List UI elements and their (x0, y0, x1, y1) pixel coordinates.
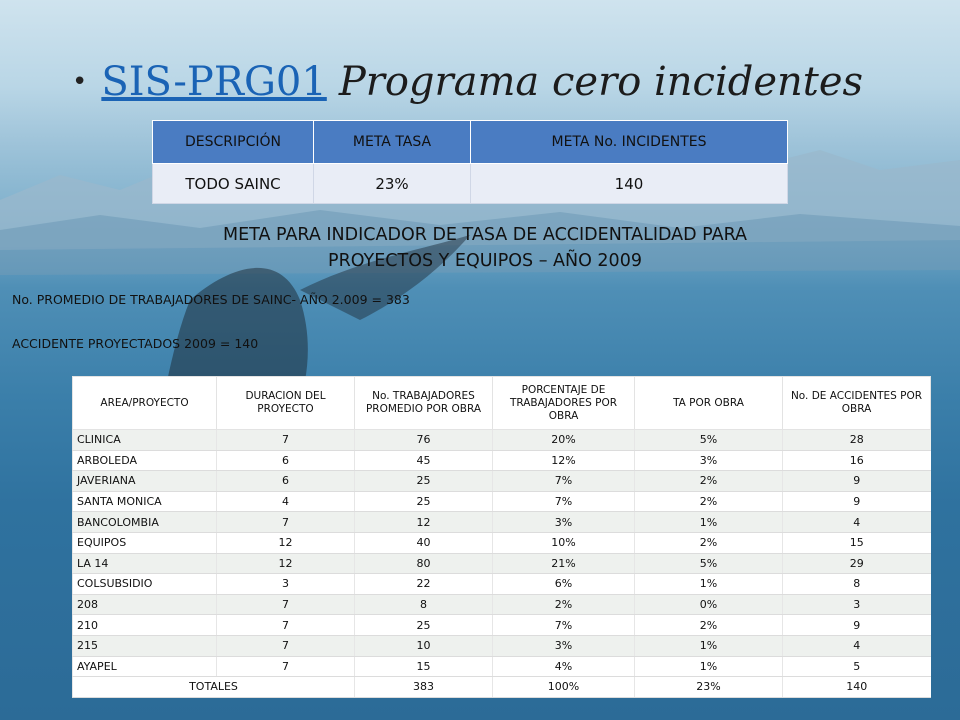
summary-header-description: DESCRIPCIÓN (153, 121, 314, 164)
cell-accidents: 29 (783, 553, 931, 574)
table-row (73, 635, 931, 656)
cell-duration: 3 (217, 574, 355, 595)
bullet-icon: • (72, 67, 88, 97)
cell-accidents: 8 (783, 574, 931, 595)
workers-note: No. PROMEDIO DE TRABAJADORES DE SAINC- AÑO 2.009 = 383 (12, 292, 410, 307)
cell-percentage: 20% (493, 430, 635, 451)
cell-percentage: 7% (493, 491, 635, 512)
cell-area: CLINICA (73, 430, 217, 451)
table-row (73, 430, 931, 451)
cell-accidents: 5 (783, 656, 931, 677)
cell-percentage: 6% (493, 574, 635, 595)
table-row (73, 491, 931, 512)
cell-area: AYAPEL (73, 656, 217, 677)
summary-header-rate: META TASA (314, 121, 471, 164)
col-header-duration: DURACION DEL PROYECTO (217, 377, 355, 430)
cell-rate: 2% (635, 532, 783, 553)
cell-area: COLSUBSIDIO (73, 574, 217, 595)
totals-workers: 383 (355, 677, 493, 698)
cell-workers: 25 (355, 471, 493, 492)
cell-percentage: 2% (493, 594, 635, 615)
cell-rate: 0% (635, 594, 783, 615)
cell-area: JAVERIANA (73, 471, 217, 492)
cell-workers: 80 (355, 553, 493, 574)
projects-table (72, 376, 931, 698)
cell-accidents: 9 (783, 491, 931, 512)
cell-rate: 1% (635, 656, 783, 677)
cell-workers: 12 (355, 512, 493, 533)
col-header-area: AREA/PROYECTO (73, 377, 217, 430)
summary-row (153, 164, 788, 204)
cell-accidents: 4 (783, 512, 931, 533)
cell-duration: 7 (217, 635, 355, 656)
cell-workers: 25 (355, 615, 493, 636)
cell-duration: 7 (217, 594, 355, 615)
cell-percentage: 7% (493, 615, 635, 636)
cell-area: BANCOLOMBIA (73, 512, 217, 533)
program-title: Programa cero incidentes (338, 59, 864, 105)
cell-rate: 2% (635, 615, 783, 636)
table-row (73, 450, 931, 471)
cell-duration: 7 (217, 615, 355, 636)
cell-percentage: 12% (493, 450, 635, 471)
cell-workers: 22 (355, 574, 493, 595)
cell-accidents: 15 (783, 532, 931, 553)
table-row (73, 615, 931, 636)
cell-rate: 1% (635, 574, 783, 595)
program-code-link[interactable]: SIS-PRG01 (101, 59, 327, 105)
cell-area: 215 (73, 635, 217, 656)
cell-rate: 1% (635, 635, 783, 656)
summary-header-incidents: META No. INCIDENTES (471, 121, 788, 164)
table-row (73, 574, 931, 595)
totals-row (73, 677, 931, 698)
summary-cell: TODO SAINC (153, 164, 314, 204)
cell-percentage: 3% (493, 635, 635, 656)
cell-workers: 25 (355, 491, 493, 512)
cell-rate: 2% (635, 471, 783, 492)
cell-workers: 10 (355, 635, 493, 656)
cell-area: ARBOLEDA (73, 450, 217, 471)
cell-area: LA 14 (73, 553, 217, 574)
accidents-note: ACCIDENTE PROYECTADOS 2009 = 140 (12, 336, 259, 351)
table-row (73, 553, 931, 574)
cell-workers: 45 (355, 450, 493, 471)
cell-area: 208 (73, 594, 217, 615)
cell-accidents: 9 (783, 471, 931, 492)
col-header-accidents: No. DE ACCIDENTES POR OBRA (783, 377, 931, 430)
cell-accidents: 28 (783, 430, 931, 451)
cell-percentage: 3% (493, 512, 635, 533)
table-row (73, 471, 931, 492)
summary-cell: 23% (314, 164, 471, 204)
cell-duration: 6 (217, 471, 355, 492)
cell-area: SANTA MONICA (73, 491, 217, 512)
cell-accidents: 16 (783, 450, 931, 471)
col-header-workers: No. TRABAJADORES PROMEDIO POR OBRA (355, 377, 493, 430)
slide-title (72, 52, 863, 112)
cell-percentage: 7% (493, 471, 635, 492)
totals-accidents: 140 (783, 677, 931, 698)
col-header-rate: TA POR OBRA (635, 377, 783, 430)
goal-heading-line2: PROYECTOS Y EQUIPOS – AÑO 2009 (328, 251, 642, 271)
cell-percentage: 10% (493, 532, 635, 553)
cell-rate: 1% (635, 512, 783, 533)
col-header-percentage: PORCENTAJE DE TRABAJADORES POR OBRA (493, 377, 635, 430)
table-row (73, 594, 931, 615)
cell-workers: 15 (355, 656, 493, 677)
cell-percentage: 4% (493, 656, 635, 677)
cell-rate: 3% (635, 450, 783, 471)
goal-heading (100, 222, 870, 274)
table-row (73, 656, 931, 677)
totals-label: TOTALES (73, 677, 355, 698)
cell-accidents: 9 (783, 615, 931, 636)
cell-duration: 7 (217, 656, 355, 677)
cell-duration: 12 (217, 532, 355, 553)
cell-workers: 8 (355, 594, 493, 615)
table-row (73, 512, 931, 533)
totals-percentage: 100% (493, 677, 635, 698)
cell-duration: 12 (217, 553, 355, 574)
cell-workers: 40 (355, 532, 493, 553)
goal-heading-line1: META PARA INDICADOR DE TASA DE ACCIDENTALIDAD PARA (222, 225, 748, 245)
cell-duration: 6 (217, 450, 355, 471)
cell-accidents: 4 (783, 635, 931, 656)
cell-workers: 76 (355, 430, 493, 451)
cell-duration: 7 (217, 430, 355, 451)
cell-area: 210 (73, 615, 217, 636)
cell-rate: 5% (635, 430, 783, 451)
cell-rate: 5% (635, 553, 783, 574)
cell-duration: 7 (217, 512, 355, 533)
cell-rate: 2% (635, 491, 783, 512)
table-row (73, 532, 931, 553)
cell-percentage: 21% (493, 553, 635, 574)
cell-duration: 4 (217, 491, 355, 512)
cell-accidents: 3 (783, 594, 931, 615)
totals-rate: 23% (635, 677, 783, 698)
summary-table (152, 120, 788, 204)
cell-area: EQUIPOS (73, 532, 217, 553)
summary-cell: 140 (471, 164, 788, 204)
